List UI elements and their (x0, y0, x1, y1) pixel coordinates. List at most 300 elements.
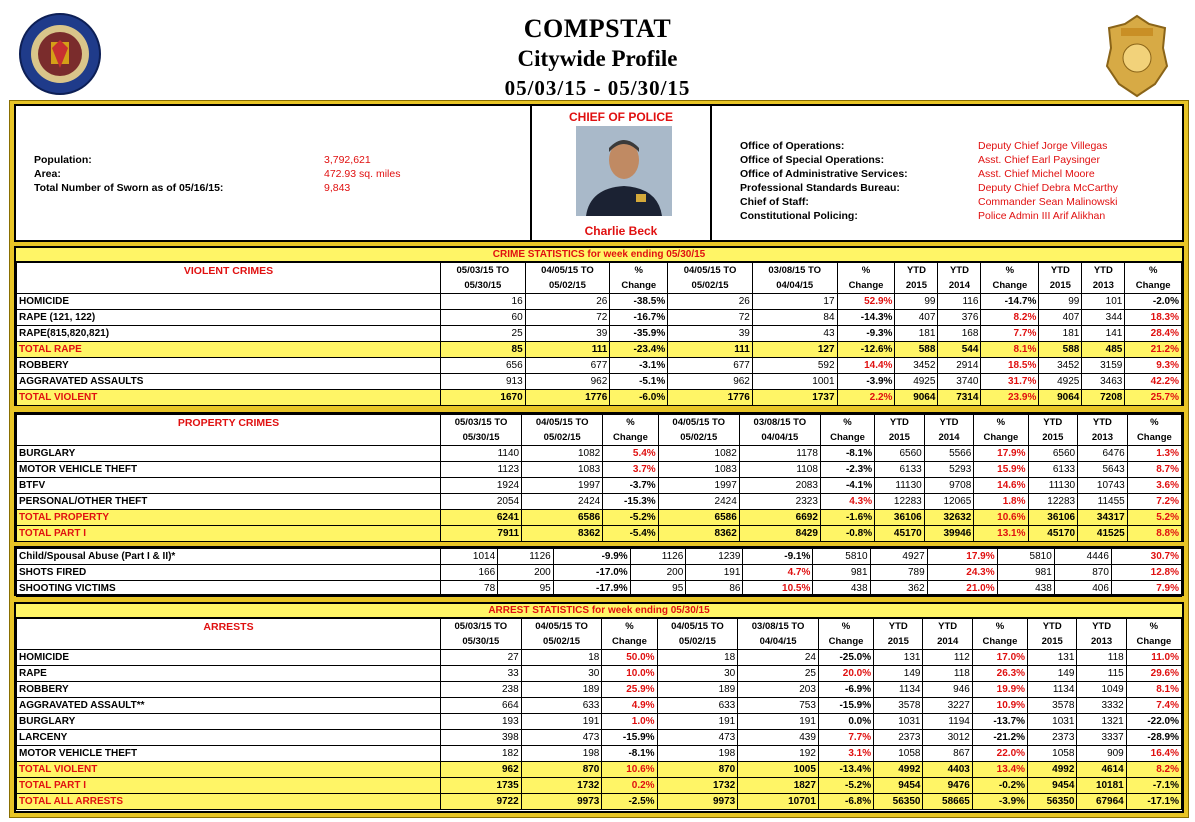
table-cell: 56350 (874, 794, 923, 810)
table-cell: 438 (813, 581, 870, 597)
row-label: TOTAL ALL ARRESTS (17, 794, 441, 810)
table-cell: -5.2% (818, 778, 873, 794)
table-cell: 7.4% (1126, 698, 1181, 714)
property-crimes-panel (14, 412, 1184, 542)
column-header-line1: % (1005, 265, 1015, 276)
column-header-line2: 2013 (1091, 636, 1113, 647)
column-header-line2: 2015 (905, 280, 927, 291)
table-cell: 10181 (1077, 778, 1126, 794)
table-cell: 118 (923, 666, 972, 682)
table-cell: 544 (938, 342, 981, 358)
column-header (1127, 415, 1181, 446)
table-cell: 5566 (924, 446, 974, 462)
column-header (441, 263, 526, 294)
table-header-row (17, 619, 1182, 650)
column-header-line1: % (625, 621, 634, 632)
table-cell: 72 (525, 310, 610, 326)
table-cell: 10.6% (602, 762, 657, 778)
table-cell: 18 (521, 650, 602, 666)
table-cell: 112 (923, 650, 972, 666)
table-cell: 200 (498, 565, 554, 581)
table-cell: 18 (657, 650, 738, 666)
table-cell: -22.0% (1126, 714, 1181, 730)
table-cell: -16.7% (610, 310, 668, 326)
table-cell: 946 (923, 682, 972, 698)
table-cell: 633 (657, 698, 738, 714)
table-cell: 1082 (658, 446, 739, 462)
table-cell: 193 (441, 714, 522, 730)
table-cell: 344 (1082, 310, 1125, 326)
table-cell: -17.9% (553, 581, 630, 597)
table-cell: 1014 (441, 549, 498, 565)
row-label: BURGLARY (17, 446, 441, 462)
table-cell: 11130 (875, 478, 925, 494)
table-cell: 1997 (522, 478, 603, 494)
table-cell: 10.6% (974, 510, 1028, 526)
table-row (17, 294, 1182, 310)
table-cell: -2.3% (820, 462, 874, 478)
table-cell: 9064 (1039, 390, 1082, 406)
other-stats-panel (14, 546, 1184, 596)
table-cell: 6560 (1028, 446, 1078, 462)
column-header (739, 415, 820, 446)
column-header-line2: 2014 (948, 280, 970, 291)
column-header-line2: 05/02/15 (680, 432, 718, 443)
table-row (17, 462, 1182, 478)
row-label: HOMICIDE (17, 650, 441, 666)
table-cell: 4.7% (743, 565, 813, 581)
column-header (874, 619, 923, 650)
column-header-line2: 2015 (1041, 636, 1063, 647)
table-header-row (17, 415, 1182, 446)
table-row (17, 310, 1182, 326)
table-cell: 1058 (1028, 746, 1077, 762)
table-cell: 116 (938, 294, 981, 310)
table-cell: 15.9% (974, 462, 1028, 478)
table-cell: 10.5% (743, 581, 813, 597)
column-header-line1: YTD (1043, 417, 1063, 428)
table-cell: 3.6% (1127, 478, 1181, 494)
table-row (17, 374, 1182, 390)
table-row (17, 778, 1182, 794)
table-cell: 238 (441, 682, 522, 698)
table-cell: -4.1% (820, 478, 874, 494)
table-cell: 6133 (1028, 462, 1078, 478)
column-header (522, 415, 603, 446)
column-header-line1: YTD (949, 265, 969, 276)
table-cell: 12.8% (1111, 565, 1181, 581)
column-header-line1: 05/03/15 TO (456, 265, 510, 276)
column-header-line1: % (841, 621, 851, 632)
column-header (923, 619, 972, 650)
table-cell: 189 (657, 682, 738, 698)
row-label: SHOOTING VICTIMS (17, 581, 441, 597)
table-cell: 2083 (739, 478, 820, 494)
column-header-line1: YTD (938, 621, 958, 632)
column-header-line2: 05/30/15 (462, 432, 500, 443)
table-cell: 588 (895, 342, 938, 358)
table-cell: -3.9% (972, 794, 1027, 810)
table-cell: -3.7% (603, 478, 658, 494)
table-cell: 407 (895, 310, 938, 326)
column-header-line2: 04/04/15 (776, 280, 814, 291)
table-cell: 45170 (1028, 526, 1078, 542)
table-row (17, 358, 1182, 374)
table-cell: 867 (923, 746, 972, 762)
table-cell: 181 (1039, 326, 1082, 342)
table-row (17, 762, 1182, 778)
row-label: TOTAL PART I (17, 778, 441, 794)
table-cell: 664 (441, 698, 522, 714)
column-header-line2: 05/30/15 (462, 636, 500, 647)
table-cell: 11.0% (1126, 650, 1181, 666)
row-label: AGGRAVATED ASSAULTS (17, 374, 441, 390)
table-cell: 870 (657, 762, 738, 778)
violent-crimes-panel (14, 246, 1184, 406)
table-row (17, 478, 1182, 494)
table-cell: 3463 (1082, 374, 1125, 390)
column-header (895, 263, 938, 294)
table-row (17, 650, 1182, 666)
violent-crimes-table (16, 262, 1182, 406)
table-cell: 14.4% (837, 358, 895, 374)
table-cell: 4925 (895, 374, 938, 390)
table-cell: 18.3% (1125, 310, 1182, 326)
column-header-line1: 04/05/15 TO (672, 417, 726, 428)
column-header-line2: 2015 (1042, 432, 1064, 443)
table-row (17, 730, 1182, 746)
column-header-line1: 03/08/15 TO (753, 417, 807, 428)
table-cell: 3740 (938, 374, 981, 390)
table-cell: 95 (630, 581, 686, 597)
table-cell: 3452 (895, 358, 938, 374)
table-cell: 7.7% (981, 326, 1039, 342)
column-header (972, 619, 1027, 650)
table-cell: -5.4% (603, 526, 658, 542)
table-cell: 8.2% (1126, 762, 1181, 778)
table-cell: -0.2% (972, 778, 1027, 794)
table-cell: 39 (668, 326, 753, 342)
table-cell: 52.9% (837, 294, 895, 310)
row-label: TOTAL PART I (17, 526, 441, 542)
table-cell: 3332 (1077, 698, 1126, 714)
arrest-statistics-bar: ARREST STATISTICS for week ending 05/30/15 (16, 604, 1182, 618)
column-header-line2: 2014 (937, 636, 959, 647)
table-cell: 25.9% (602, 682, 657, 698)
table-cell: 1031 (1028, 714, 1077, 730)
table-cell: 633 (521, 698, 602, 714)
table-cell: 7.7% (818, 730, 873, 746)
table-cell: 36106 (875, 510, 925, 526)
office-label: Office of Administrative Services: (740, 168, 908, 180)
table-cell: -15.9% (818, 698, 873, 714)
table-cell: 118 (1077, 650, 1126, 666)
table-cell: 4403 (923, 762, 972, 778)
column-header (875, 415, 925, 446)
table-cell: 1082 (522, 446, 603, 462)
table-row (17, 510, 1182, 526)
table-cell: -9.9% (553, 549, 630, 565)
table-row (17, 326, 1182, 342)
column-header-line1: 05/03/15 TO (454, 417, 508, 428)
column-header-line2: Change (828, 636, 864, 647)
table-cell: 398 (441, 730, 522, 746)
table-cell: -0.8% (820, 526, 874, 542)
table-cell: 1737 (752, 390, 837, 406)
table-cell: 22.0% (972, 746, 1027, 762)
table-row (17, 549, 1182, 565)
table-cell: 1058 (874, 746, 923, 762)
column-header-line1: % (1149, 621, 1159, 632)
table-cell: -3.1% (610, 358, 668, 374)
column-header (938, 263, 981, 294)
table-cell: 10.0% (602, 666, 657, 682)
table-cell: 11130 (1028, 478, 1078, 494)
table-cell: 17 (752, 294, 837, 310)
table-cell: 8.1% (1126, 682, 1181, 698)
table-cell: 32632 (924, 510, 974, 526)
table-cell: 3.1% (818, 746, 873, 762)
table-cell: 8.8% (1127, 526, 1181, 542)
section-heading: ARRESTS (17, 619, 441, 650)
table-cell: 962 (525, 374, 610, 390)
table-row (17, 714, 1182, 730)
column-header-line1: YTD (889, 417, 909, 428)
table-cell: 1776 (668, 390, 753, 406)
table-cell: 26 (668, 294, 753, 310)
table-cell: 9454 (874, 778, 923, 794)
table-cell: 1827 (738, 778, 819, 794)
table-cell: -13.7% (972, 714, 1027, 730)
population-value: 3,792,621 (324, 154, 371, 166)
table-cell: 25.7% (1125, 390, 1182, 406)
table-cell: 439 (738, 730, 819, 746)
table-cell: 6692 (739, 510, 820, 526)
table-cell: -2.0% (1125, 294, 1182, 310)
column-header (1028, 619, 1077, 650)
row-label: BTFV (17, 478, 441, 494)
chief-of-police-box (530, 106, 712, 240)
table-cell: 6476 (1078, 446, 1128, 462)
column-header-line2: 04/04/15 (761, 432, 799, 443)
table-cell: 9722 (441, 794, 522, 810)
column-header (668, 263, 753, 294)
arrests-panel (14, 602, 1184, 813)
table-cell: 18.5% (981, 358, 1039, 374)
table-cell: 131 (874, 650, 923, 666)
table-cell: 438 (997, 581, 1054, 597)
table-cell: 30.7% (1111, 549, 1181, 565)
column-header-line2: Change (830, 432, 865, 443)
table-cell: 789 (870, 565, 927, 581)
table-cell: 870 (1054, 565, 1111, 581)
table-cell: 131 (1028, 650, 1077, 666)
table-cell: 1178 (739, 446, 820, 462)
column-header-line1: % (1148, 265, 1158, 276)
table-cell: -6.9% (818, 682, 873, 698)
table-cell: 56350 (1028, 794, 1077, 810)
area-value: 472.93 sq. miles (324, 168, 401, 180)
office-label: Chief of Staff: (740, 196, 809, 208)
row-label: MOTOR VEHICLE THEFT (17, 462, 441, 478)
table-cell: 981 (997, 565, 1054, 581)
table-cell: 1.0% (602, 714, 657, 730)
table-cell: 25 (441, 326, 526, 342)
table-cell: 9.3% (1125, 358, 1182, 374)
table-cell: 21.2% (1125, 342, 1182, 358)
table-cell: 182 (441, 746, 522, 762)
table-row (17, 526, 1182, 542)
table-cell: -14.7% (981, 294, 1039, 310)
column-header-line1: YTD (888, 621, 908, 632)
column-header-line2: 2013 (1091, 432, 1113, 443)
column-header (441, 415, 522, 446)
row-label: RAPE(815,820,821) (17, 326, 441, 342)
row-label: ROBBERY (17, 682, 441, 698)
row-label: ROBBERY (17, 358, 441, 374)
column-header (1039, 263, 1082, 294)
column-header (981, 263, 1039, 294)
table-cell: 6586 (658, 510, 739, 526)
table-cell: 0.0% (818, 714, 873, 730)
table-cell: 191 (738, 714, 819, 730)
column-header-line1: 04/05/15 TO (535, 621, 588, 632)
table-cell: 191 (521, 714, 602, 730)
table-cell: 1083 (522, 462, 603, 478)
sworn-value: 9,843 (324, 182, 351, 194)
table-cell: -25.0% (818, 650, 873, 666)
table-cell: 7.2% (1127, 494, 1181, 510)
table-cell: 7.9% (1111, 581, 1181, 597)
table-cell: 1924 (441, 478, 522, 494)
table-cell: 3227 (923, 698, 972, 714)
table-cell: 2.2% (837, 390, 895, 406)
table-cell: 753 (738, 698, 819, 714)
table-cell: 95 (498, 581, 554, 597)
table-cell: 12283 (1028, 494, 1078, 510)
column-header (974, 415, 1028, 446)
table-cell: 10.9% (972, 698, 1027, 714)
table-cell: 31.7% (981, 374, 1039, 390)
table-cell: -23.4% (610, 342, 668, 358)
column-header-line2: 05/02/15 (543, 636, 581, 647)
row-label: TOTAL PROPERTY (17, 510, 441, 526)
office-holder: Police Admin III Arif Alikhan (978, 210, 1106, 222)
table-cell: 58665 (923, 794, 972, 810)
table-cell: 23.9% (981, 390, 1039, 406)
column-header-line1: YTD (1092, 621, 1112, 632)
table-cell: 181 (895, 326, 938, 342)
column-header-line2: 2015 (1049, 280, 1071, 291)
column-header-line2: 05/02/15 (691, 280, 729, 291)
table-cell: 12065 (924, 494, 974, 510)
table-cell: 2424 (658, 494, 739, 510)
table-cell: 4.9% (602, 698, 657, 714)
population-label: Population: (34, 154, 92, 166)
table-cell: 407 (1039, 310, 1082, 326)
table-cell: 39 (525, 326, 610, 342)
table-cell: 127 (752, 342, 837, 358)
table-cell: -28.9% (1126, 730, 1181, 746)
table-cell: 2424 (522, 494, 603, 510)
table-cell: 376 (938, 310, 981, 326)
column-header (1082, 263, 1125, 294)
table-cell: 60 (441, 310, 526, 326)
table-cell: 406 (1054, 581, 1111, 597)
column-header-line2: 04/04/15 (759, 636, 797, 647)
table-cell: 1134 (1028, 682, 1077, 698)
column-header-line2: Change (848, 280, 884, 291)
table-cell: 191 (657, 714, 738, 730)
table-cell: 1997 (658, 478, 739, 494)
column-header-line2: Change (612, 636, 647, 647)
table-cell: 14.6% (974, 478, 1028, 494)
table-cell: 5.4% (603, 446, 658, 462)
column-header-line2: 05/02/15 (543, 432, 581, 443)
table-cell: 149 (1028, 666, 1077, 682)
table-row (17, 446, 1182, 462)
table-cell: 4927 (870, 549, 927, 565)
table-cell: 85 (441, 342, 526, 358)
column-header (818, 619, 873, 650)
table-cell: 9064 (895, 390, 938, 406)
table-cell: 20.0% (818, 666, 873, 682)
table-cell: 6560 (875, 446, 925, 462)
column-header-line2: Change (983, 432, 1019, 443)
table-cell: 1776 (525, 390, 610, 406)
report-subtitle: Citywide Profile (517, 46, 678, 71)
table-cell: 1732 (521, 778, 602, 794)
column-header-line2: 05/30/15 (464, 280, 502, 291)
table-cell: -12.6% (837, 342, 895, 358)
table-cell: 1140 (441, 446, 522, 462)
arrests-table (16, 618, 1182, 810)
table-row (17, 342, 1182, 358)
table-cell: 2373 (1028, 730, 1077, 746)
table-cell: 8.7% (1127, 462, 1181, 478)
table-cell: 13.4% (972, 762, 1027, 778)
property-crimes-table (16, 414, 1182, 542)
office-label: Office of Operations: (740, 140, 845, 152)
column-header (525, 263, 610, 294)
table-cell: 13.1% (974, 526, 1028, 542)
table-cell: 198 (521, 746, 602, 762)
table-cell: 1194 (923, 714, 972, 730)
chief-photo (576, 126, 672, 216)
row-label: SHOTS FIRED (17, 565, 441, 581)
row-label: LARCENY (17, 730, 441, 746)
table-cell: 7208 (1082, 390, 1125, 406)
table-cell: 1083 (658, 462, 739, 478)
table-cell: 8.2% (981, 310, 1039, 326)
department-info-panel (14, 104, 1184, 242)
table-cell: -14.3% (837, 310, 895, 326)
row-label: Child/Spousal Abuse (Part I & II)* (17, 549, 441, 565)
column-header-line2: 05/02/15 (678, 636, 716, 647)
table-cell: 28.4% (1125, 326, 1182, 342)
table-cell: 1031 (874, 714, 923, 730)
table-cell: 101 (1082, 294, 1125, 310)
column-header (924, 415, 974, 446)
table-cell: 10743 (1078, 478, 1128, 494)
other-stats-table (16, 548, 1182, 597)
column-header-line1: % (843, 417, 852, 428)
report-title: COMPSTAT (523, 14, 672, 43)
report-header (0, 0, 1195, 100)
table-cell: 34317 (1078, 510, 1128, 526)
table-cell: 8362 (522, 526, 603, 542)
table-row (17, 666, 1182, 682)
